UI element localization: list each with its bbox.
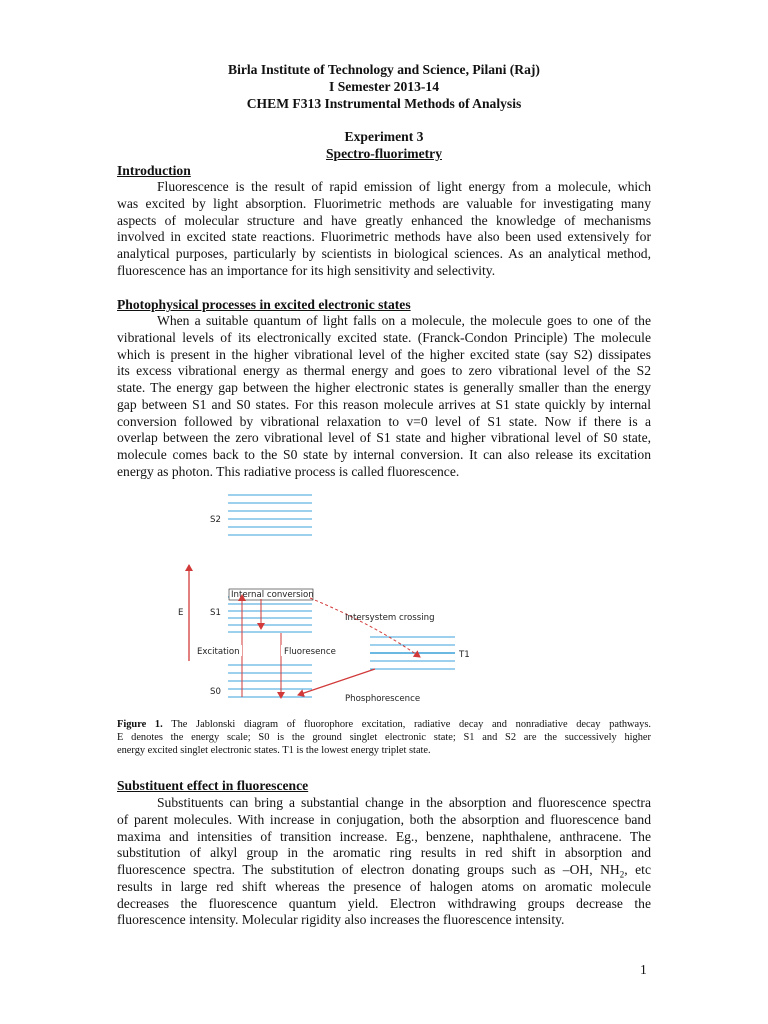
caption-line-2: E denotes the energy scale; S0 is the ground singlet electronic state; S1 and S2 are the successively higher <box>117 732 651 744</box>
page-number: 1 <box>640 962 647 977</box>
photo-line: energy as photon. This radiative process is called fluorescence. <box>117 463 460 479</box>
photophysical-paragraph <box>117 313 651 481</box>
photo-line: which is present in the higher vibrational level of the higher excited state (say S2) dissipates <box>117 346 651 362</box>
subst-line-nh2 <box>117 862 651 879</box>
subst-line-tail: , etc <box>624 862 651 877</box>
photo-line: gap between S1 and S0 states. For this reason molecule arrives at S1 state quickly by internal <box>117 396 651 412</box>
s0-levels <box>228 665 312 697</box>
t1-label: T1 <box>459 650 470 660</box>
photo-line: When a suitable quantum of light falls on a molecule, the molecule goes to one of the <box>157 313 651 328</box>
caption-line-1 <box>117 718 651 731</box>
topic-title-text: Spectro-fluorimetry <box>325 146 442 161</box>
intro-line: fluorescence has an importance for its high sensitivity and selectivity. <box>117 262 496 278</box>
subst-line: maxima and intensities of transition increase. Eg., benzene, naphthalene, anthracene. The <box>117 828 651 844</box>
topic-title <box>0 146 768 163</box>
subst-line: fluorescence intensity. Molecular rigidity also increases the fluorescence intensity. <box>117 912 565 928</box>
semester-title: I Semester 2013-14 <box>329 79 439 94</box>
caption-text-1: The Jablonski diagram of fluorophore excitation, radiative decay and nonradiative decay pathways. <box>171 719 651 730</box>
energy-label: E <box>178 608 184 618</box>
intro-line: involved in excited state reactions. Fluorimetric methods have also been used extensively for <box>117 229 651 245</box>
photo-line: its excess vibrational energy as thermal energy and goes to zero vibrational level of the S2 <box>117 363 651 379</box>
caption-label: Figure 1. <box>117 719 163 730</box>
s2-levels <box>228 495 312 535</box>
subst-line: results in large red shift whereas the presence of halogen atoms on aromatic molecule <box>117 878 651 894</box>
internal-conversion-label: Internal conversion <box>231 590 314 600</box>
intro-paragraph <box>117 179 651 280</box>
subst-line: decreases the fluorescence quantum yield. Electron withdrawing groups decrease the <box>117 895 651 911</box>
fluorescence-label: Fluoresence <box>284 647 336 657</box>
s1-label: S1 <box>210 608 221 618</box>
subst-line: of parent molecules. With increase in conjugation, both the absorption and fluorescence band <box>117 811 651 827</box>
s0-label: S0 <box>210 687 221 697</box>
course-title: CHEM F313 Instrumental Methods of Analysis <box>246 96 522 111</box>
excitation-label: Excitation <box>197 647 240 657</box>
subst-line: substitution of alkyl group in the aromatic ring results in red shift in absorption and <box>117 845 651 861</box>
figure-caption <box>117 718 651 758</box>
institute-title: Birla Institute of Technology and Science, Pilani (Raj) <box>228 62 540 77</box>
caption-line-3: energy excited singlet electronic states. T1 is the lowest energy triplet state. <box>117 745 431 757</box>
photo-line: state. The energy gap between the higher electronic states is generally smaller than the energy <box>117 380 651 395</box>
experiment-title: Experiment 3 <box>344 129 424 144</box>
intro-line: Fluorescence is the result of rapid emission of light energy from a molecule, which <box>157 179 651 194</box>
photo-line: conversion followed by vibrational relaxation to v=0 level of S1 state. Now if there is a <box>117 413 651 429</box>
subst-line-text: fluorescence spectra. The substitution of electron donating groups such as –OH, NH <box>117 862 620 877</box>
intersystem-crossing-label: Intersystem crossing <box>345 613 435 623</box>
photophysical-heading: Photophysical processes in excited electronic states <box>117 297 411 312</box>
intro-heading: Introduction <box>117 163 191 178</box>
nh2-subscript: 2 <box>619 869 625 880</box>
photo-line: vibrational levels of its electronically excited state. (Franck-Condon Principle) The molecule <box>117 329 651 345</box>
photo-line: overlap between the zero vibrational level of S1 state and higher vibrational level of S0 state, <box>117 430 651 446</box>
subst-line: Substituents can bring a substantial change in the absorption and fluorescence spectra <box>157 795 651 810</box>
substituent-heading: Substituent effect in fluorescence <box>117 778 309 793</box>
s2-label: S2 <box>210 515 221 525</box>
phosphorescence-label: Phosphorescence <box>345 694 421 704</box>
intro-line: was excited by light absorption. Fluorimetric methods are valuable for investigating many <box>117 195 651 211</box>
substituent-paragraph <box>117 795 651 929</box>
jablonski-diagram <box>170 485 480 710</box>
intro-line: aspects of molecular structure and have greatly enhanced the knowledge of mechanisms <box>117 212 651 228</box>
photo-line: molecule comes back to the S0 state by internal conversion. It can also release its excitation <box>117 447 651 462</box>
intro-line: analytical purposes, particularly by scientists in biological sciences. As an analytical method, <box>117 246 651 261</box>
s1-levels <box>228 597 312 632</box>
t1-levels <box>370 637 455 669</box>
